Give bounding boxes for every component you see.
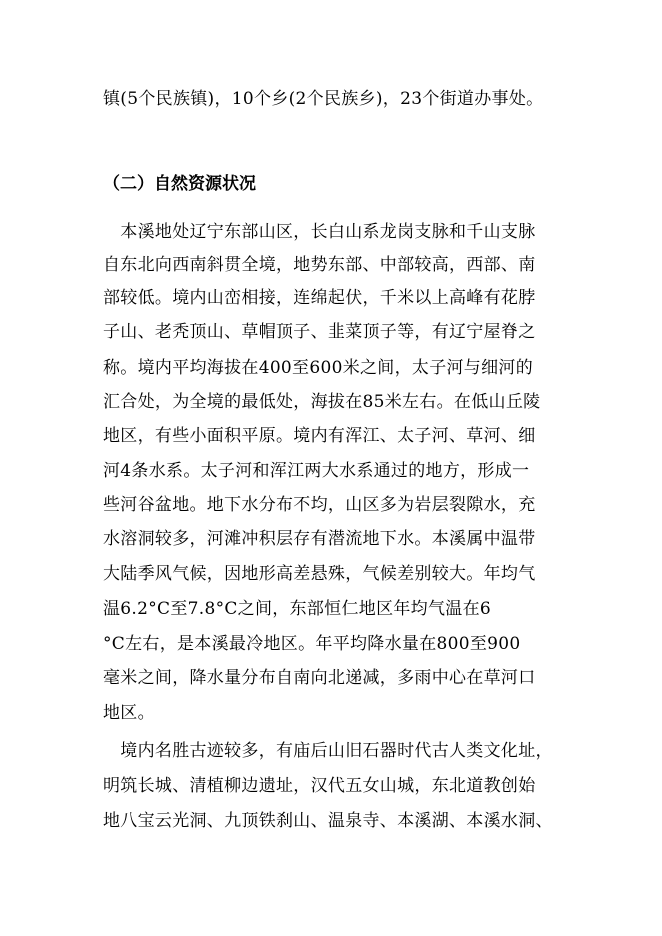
paragraph-line: 温6.2°C至7.8°C之间，东部恒仁地区年均气温在6: [103, 599, 492, 619]
paragraph-line: 子山、老秃顶山、草帽顶子、韭菜顶子等，有辽宁屋脊之: [103, 322, 536, 342]
paragraph-line: 本溪地处辽宁东部山区，长白山系龙岗支脉和千山支脉: [103, 222, 536, 242]
paragraph-line: °C左右，是本溪最冷地区。年平均降水量在800至900: [103, 634, 521, 654]
paragraph-line: 境内名胜古迹较多，有庙后山旧石器时代古人类文化址，: [103, 741, 553, 761]
paragraph-line: 地区。: [103, 703, 155, 723]
paragraph-line: 些河谷盆地。地下水分布不均，山区多为岩层裂隙水，充: [103, 495, 536, 515]
paragraph-line: 部较低。境内山峦相接，连绵起伏，千米以上高峰有花脖: [103, 288, 536, 308]
paragraph-line: 汇合处，为全境的最低处，海拔在85米左右。在低山丘陵: [103, 392, 541, 412]
paragraph-line: 地区，有些小面积平原。境内有浑江、太子河、草河、细: [103, 426, 536, 446]
paragraph-line: 地八宝云光洞、九顶铁刹山、温泉寺、本溪湖、本溪水洞、: [103, 811, 553, 831]
paragraph-line: 毫米之间，降水量分布自南向北递减，多雨中心在草河口: [103, 668, 536, 688]
intro-line: 镇(5个民族镇)，10个乡(2个民族乡)，23个街道办事处。: [103, 89, 544, 109]
paragraph-line: 称。境内平均海拔在400至600米之间，太子河与细河的: [103, 358, 533, 378]
paragraph-line: 明筑长城、清植柳边遗址，汉代五女山城，东北道教创始: [103, 776, 536, 796]
section-heading: （二）自然资源状况: [103, 174, 256, 194]
paragraph-line: 自东北向西南斜贯全境，地势东部、中部较高，西部、南: [103, 255, 536, 275]
paragraph-line: 河4条水系。太子河和浑江两大水系通过的地方，形成一: [103, 461, 530, 481]
paragraph-line: 水溶洞较多，河滩冲积层存有潜流地下水。本溪属中温带: [103, 529, 536, 549]
paragraph-line: 大陆季风气候，因地形高差悬殊，气候差别较大。年均气: [103, 564, 536, 584]
